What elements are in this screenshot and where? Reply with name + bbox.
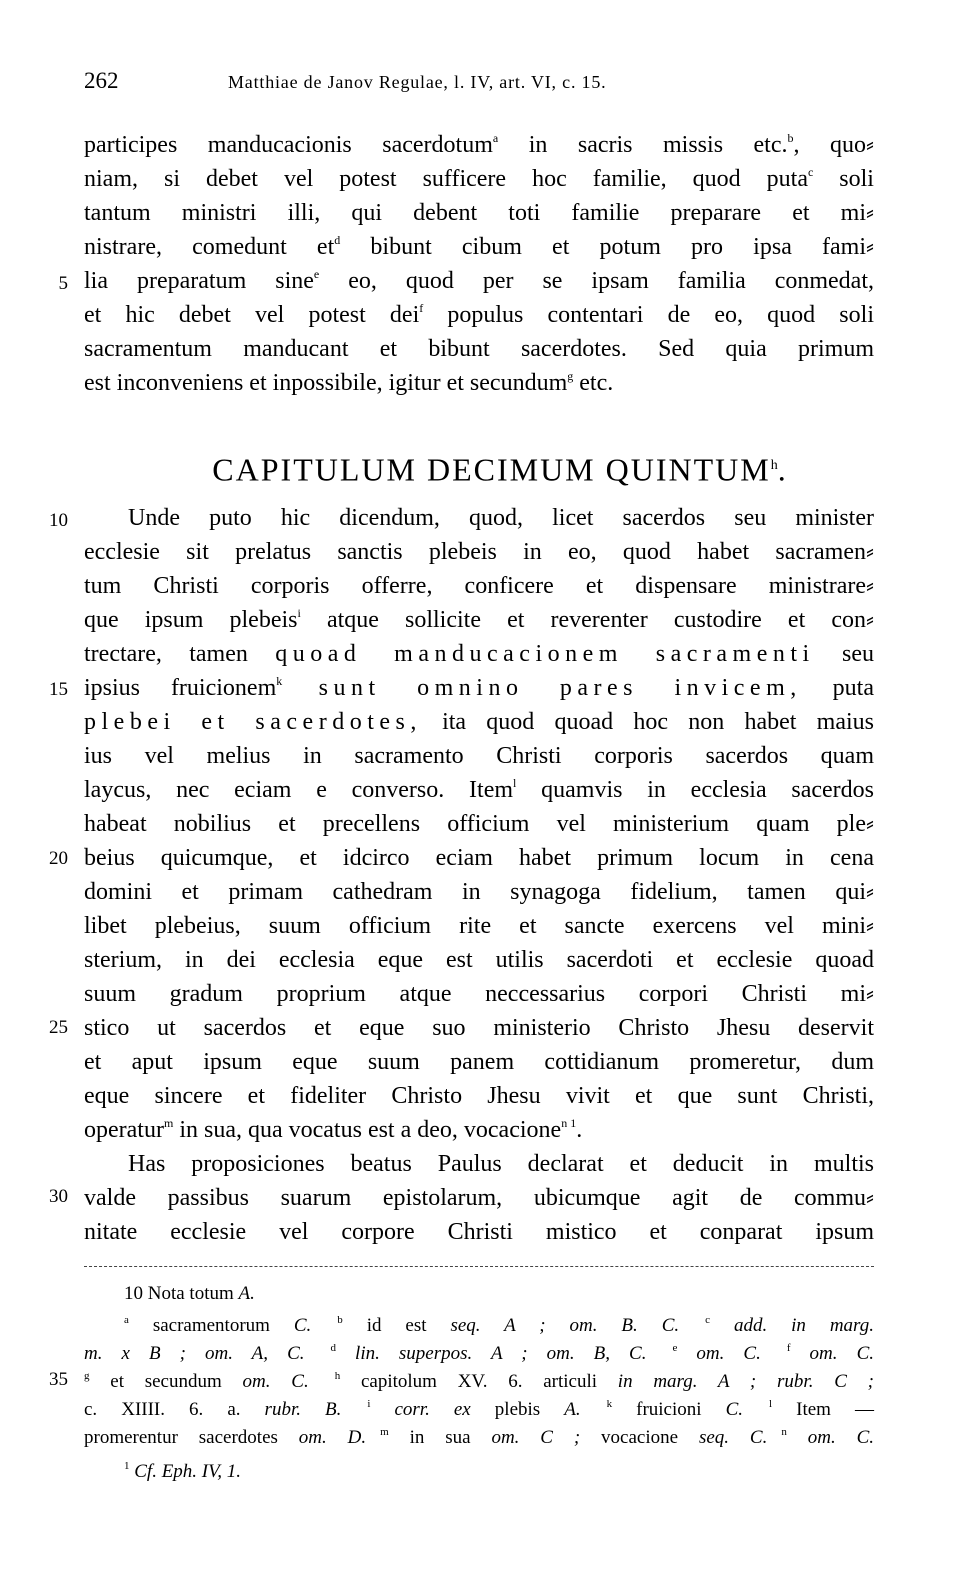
text-line: que ipsum plebeis$^i$ atque sollicite et reverenter custodire et con⸗ [84, 606, 874, 633]
line-number-10: 10 [49, 510, 68, 531]
footnote-rule [84, 1266, 874, 1267]
line-number-35: 35 [49, 1369, 68, 1390]
text-line: eque sincere et fideliter Christo Jhesu vivit et que sunt Christi, [84, 1083, 874, 1109]
footnote-line: m. x B ; om. A, C. $^d$ lin. superpos. A ; om. B, C. $^e$ om. C. $^f$ om. C. [84, 1342, 874, 1364]
text-line: beius quicumque, et idcirco eciam habet primum locum in cena [84, 845, 874, 871]
page-number: 262 [84, 68, 119, 93]
footnote-line: $^a$ sacramentorum C. $^b$ id est seq. A ; om. B. C. $^c$ add. in marg. [124, 1314, 874, 1336]
text-line: lia preparatum sine$^e$ eo, quod per se ipsam familia conmedat, [84, 267, 874, 294]
line-number-15: 15 [49, 679, 68, 700]
text-line: Unde puto hic dicendum, quod, licet sacerdos seu minister [128, 505, 874, 531]
text-line: ecclesie sit prelatus sanctis plebeis in eo, quod habet sacramen⸗ [84, 539, 874, 565]
footnote-line: 10 Nota totum A. [124, 1283, 255, 1304]
text-line: nitate ecclesie vel corpore Christi mistico et conparat ipsum [84, 1219, 874, 1245]
text-line: suum gradum proprium atque neccessarius corpori Christi mi⸗ [84, 981, 874, 1007]
text-line: stico ut sacerdos et eque suo ministerio Christo Jhesu deservit [84, 1015, 874, 1041]
text-line: tum Christi corporis offerre, conficere et dispensare ministrare⸗ [84, 573, 874, 599]
text-line: participes manducacionis sacerdotum$^a$ in sacris missis etc.$^b$, quo⸗ [84, 131, 875, 158]
text-line: plebei et sacerdotes, ita quod quoad hoc non habet maius [84, 709, 874, 735]
text-line: laycus, nec eciam e converso. Item$^l$ quamvis in ecclesia sacerdos [84, 776, 875, 803]
text-line: est inconveniens et inpossibile, igitur et secundum$^g$ etc. [84, 369, 614, 396]
chapter-heading: CAPITULUM DECIMUM QUINTUM$^h$. [212, 451, 788, 488]
text-line: domini et primam cathedram in synagoga fidelium, tamen qui⸗ [84, 879, 874, 905]
footnote-line: promerentur sacerdotes om. D. $^m$ in sua om. C ; vocacione seq. C. $^n$ om. C. [84, 1426, 874, 1448]
text-line: ipsius fruicionem$^k$ sunt omnino pares invicem, puta [84, 674, 874, 701]
footnote-line: c. XIIII. 6. a. rubr. B. $^i$ corr. ex plebis A. $^k$ fruicioni C. $^l$ Item — [84, 1398, 874, 1420]
text-line: tantum ministri illi, qui debent toti familie preparare et mi⸗ [84, 200, 874, 226]
text-line: operatur$^m$ in sua, qua vocatus est a deo, vocacione$^{n 1}$. [84, 1116, 583, 1143]
line-number-25: 25 [49, 1017, 68, 1038]
text-line: libet plebeius, suum officium rite et sancte exercens vel mini⸗ [84, 913, 874, 939]
text-line: niam, si debet vel potest sufficere hoc familie, quod puta$^c$ soli [84, 165, 874, 192]
running-head [84, 64, 884, 104]
line-number-30: 30 [49, 1186, 68, 1207]
footnote-line: $^g$ et secundum om. C. $^h$ capitolum XV. 6. articuli in marg. A ; rubr. C ; [84, 1370, 874, 1392]
line-number-5: 5 [58, 273, 68, 294]
line-number-20: 20 [49, 848, 68, 869]
text-line: nistrare, comedunt et$^d$ bibunt cibum et potum pro ipsa fami⸗ [84, 233, 874, 260]
text-line: trectare, tamen quoad manducacionem sacramenti seu [84, 641, 874, 667]
text-line: Has proposiciones beatus Paulus declarat et deducit in multis [128, 1151, 874, 1177]
footnote-line: $^1$ Cf. Eph. IV, 1. [124, 1460, 242, 1482]
text-line: ius vel melius in sacramento Christi corporis sacerdos quam [84, 743, 874, 769]
text-line: et aput ipsum eque suum panem cottidianum promeretur, dum [84, 1049, 874, 1075]
running-title: Matthiae de Janov Regulae, l. IV, art. VI, c. 15. [228, 72, 607, 92]
text-line: sterium, in dei ecclesia eque est utilis sacerdoti et ecclesie quoad [84, 947, 874, 973]
text-line: sacramentum manducant et bibunt sacerdotes. Sed quia primum [84, 336, 874, 362]
text-line: habeat nobilius et precellens officium vel ministerium quam ple⸗ [84, 811, 874, 837]
text-line: valde passibus suarum epistolarum, ubicumque agit de commu⸗ [84, 1185, 874, 1211]
text-line: et hic debet vel potest dei$^f$ populus contentari de eo, quod soli [84, 301, 874, 328]
